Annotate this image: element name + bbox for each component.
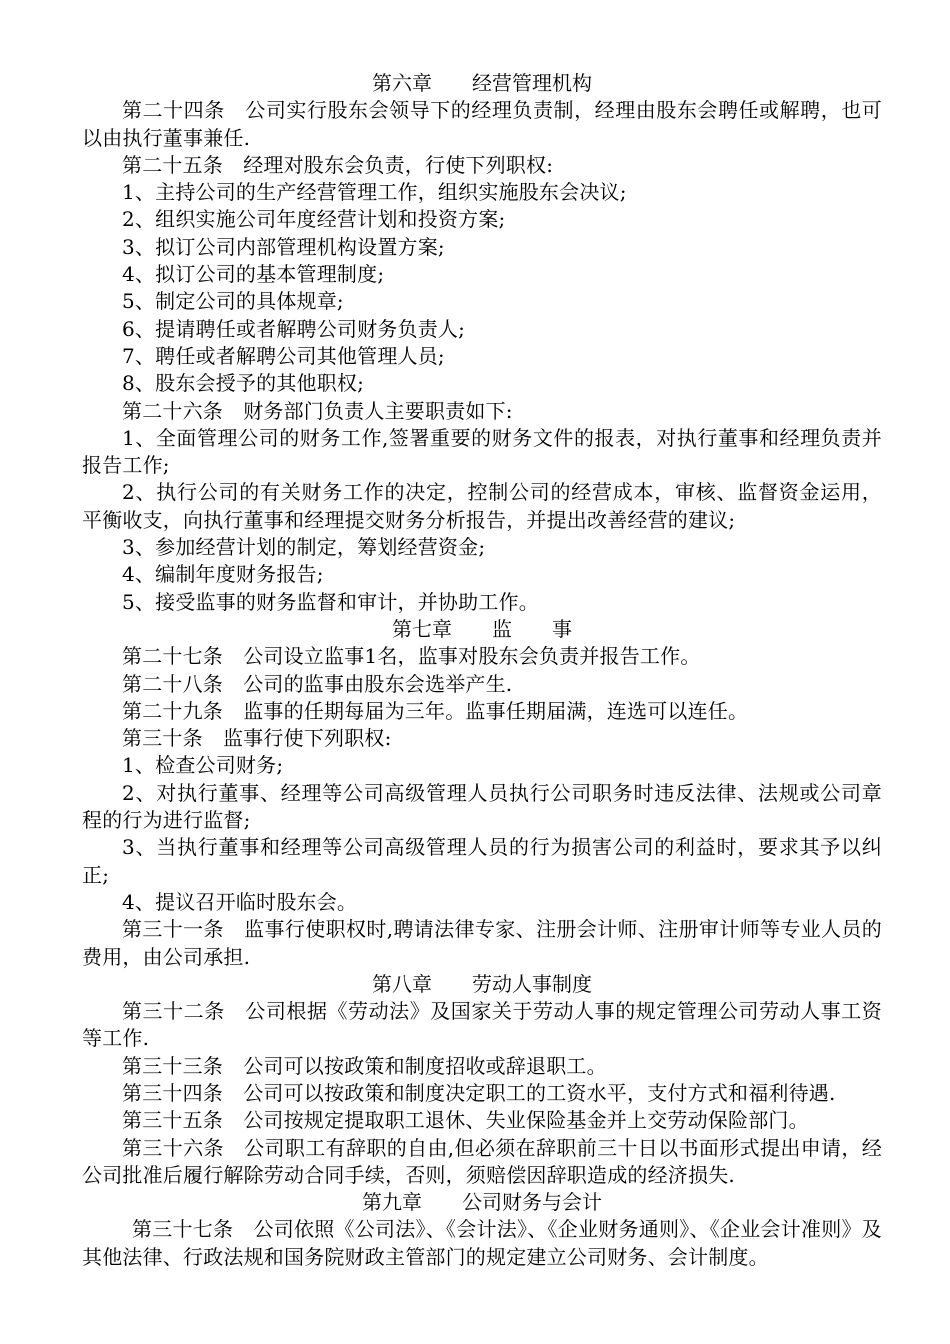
list-item: 4、提议召开临时股东会。 xyxy=(122,889,358,914)
list-item: 5、接受监事的财务监督和审计，并协助工作。 xyxy=(122,589,539,614)
article-26: 第二十六条 财务部门负责人主要职责如下: xyxy=(122,398,513,423)
article-37: 第三十七条 公司依照《公司法》、《会计法》、《企业财务通则》、《企业会计准则》及其他法律、行政法规和国务院财政主管部门的规定建立公司财务、会计制度。 xyxy=(82,1217,882,1269)
article-24: 第二十四条 公司实行股东会领导下的经理负责制，经理由股东会聘任或解聘，也可以由执行董事兼任. xyxy=(82,98,882,150)
article-33: 第三十三条 公司可以按政策和制度招收或辞退职工。 xyxy=(122,1053,607,1078)
article-36: 第三十六条 公司职工有辞职的自由,但必须在辞职前三十日以书面形式提出申请，经公司批准后履行解除劳动合同手续，否则，须赔偿因辞职造成的经济损失. xyxy=(82,1135,882,1187)
list-item: 4、编制年度财务报告; xyxy=(122,562,324,587)
article-35: 第三十五条 公司按规定提取职工退休、失业保险基金并上交劳动保险部门。 xyxy=(122,1108,809,1133)
list-item: 1、检查公司财务; xyxy=(122,753,284,778)
chapter-title: 第六章 经营管理机构 xyxy=(372,71,592,95)
chapter-8 xyxy=(82,971,882,1189)
document-page xyxy=(82,70,882,1271)
list-item: 2、对执行董事、经理等公司高级管理人员执行公司职务时违反法律、法规或公司章程的行为进行监督; xyxy=(82,780,882,833)
article-28: 第二十八条 公司的监事由股东会选举产生. xyxy=(122,671,513,696)
list-item: 2、执行公司的有关财务工作的决定，控制公司的经营成本，审核、监督资金运用，平衡收支，向执行董事和经理提交财务分析报告，并提出改善经营的建议; xyxy=(82,480,882,532)
list-item: 2、组织实施公司年度经营计划和投资方案; xyxy=(122,207,506,232)
chapter-title: 第九章 公司财务与会计 xyxy=(362,1190,602,1215)
article-30: 第三十条 监事行使下列职权: xyxy=(122,726,392,751)
article-32: 第三十二条 公司根据《劳动法》及国家关于劳动人事的规定管理公司劳动人事工资等工作. xyxy=(82,999,882,1051)
list-item: 1、全面管理公司的财务工作,签署重要的财务文件的报表，对执行董事和经理负责并报告工作; xyxy=(82,425,882,478)
list-item: 3、拟订公司内部管理机构设置方案; xyxy=(122,234,445,259)
list-item: 5、制定公司的具体规章; xyxy=(122,289,344,314)
chapter-9 xyxy=(82,1189,882,1271)
list-item: 6、提请聘任或者解聘公司财务负责人; xyxy=(122,316,466,341)
list-item: 4、拟订公司的基本管理制度; xyxy=(122,262,385,287)
article-25: 第二十五条 经理对股东会负责，行使下列职权: xyxy=(122,152,554,177)
list-item: 3、当执行董事和经理等公司高级管理人员的行为损害公司的利益时，要求其予以纠正; xyxy=(82,835,882,887)
chapter-title: 第七章 监 事 xyxy=(392,616,572,641)
list-item: 8、股东会授予的其他职权; xyxy=(122,371,365,396)
list-item: 7、聘任或者解聘公司其他管理人员; xyxy=(122,343,445,368)
chapter-7 xyxy=(82,616,882,971)
article-27: 第二十七条 公司设立监事1名，监事对股东会负责并报告工作。 xyxy=(122,644,701,669)
chapter-title: 第八章 劳动人事制度 xyxy=(372,971,592,996)
list-item: 1、主持公司的生产经营管理工作，组织实施股东会决议; xyxy=(122,180,627,205)
article-31: 第三十一条 监事行使职权时,聘请法律专家、注册会计师、注册审计师等专业人员的费用，由公司承担. xyxy=(82,917,882,969)
article-29: 第二十九条 监事的任期每届为三年。监事任期届满，连选可以连任。 xyxy=(122,698,749,723)
article-34: 第三十四条 公司可以按政策和制度决定职工的工资水平，支付方式和福利待遇. xyxy=(122,1080,836,1105)
list-item: 3、参加经营计划的制定，筹划经营资金; xyxy=(122,535,486,560)
chapter-6 xyxy=(82,70,882,616)
